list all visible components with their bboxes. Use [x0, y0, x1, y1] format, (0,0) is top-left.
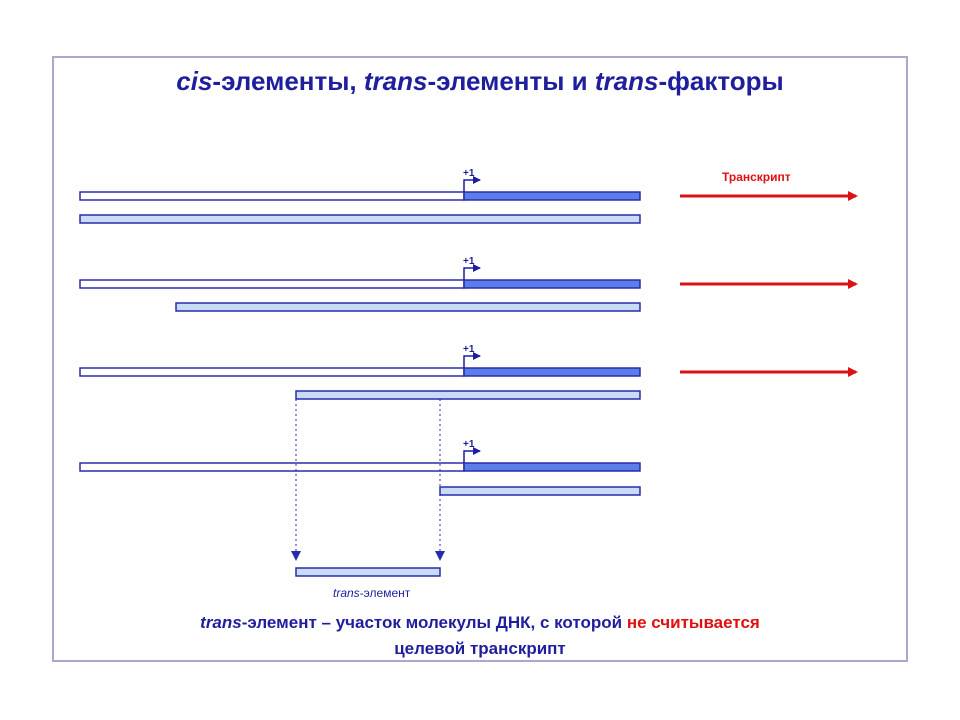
tss-label-1: +1 — [463, 168, 475, 179]
dna-promoter-2 — [80, 280, 464, 288]
title-part2: -элементы, — [212, 66, 364, 96]
row-1 — [80, 168, 856, 223]
tss-label-2: +1 — [463, 256, 475, 267]
dna-coding-4 — [464, 463, 640, 471]
trans-element-label-italic: trans — [333, 586, 360, 600]
trans-element-box — [296, 568, 440, 576]
dna-coding-1 — [464, 192, 640, 200]
row-3 — [80, 344, 856, 399]
title-part4: -элементы и — [427, 66, 595, 96]
tss-label-4: +1 — [463, 439, 475, 450]
transcript-label: Транскрипт — [722, 170, 791, 184]
caption-red-text: не считывается — [626, 613, 760, 632]
tss-label-3: +1 — [463, 344, 475, 355]
caption-line1-rest: -элемент – участок молекулы ДНК, с которой — [241, 613, 627, 632]
tss-arrow-3 — [464, 356, 480, 368]
trans-element-label-rest: -элемент — [359, 586, 411, 600]
tss-arrow-1 — [464, 180, 480, 192]
cis-element-1 — [80, 215, 640, 223]
caption-line-1 — [0, 610, 960, 636]
title-cis: cis — [176, 66, 213, 96]
dna-promoter-3 — [80, 368, 464, 376]
title-trans-1: trans — [363, 66, 428, 96]
row-4 — [80, 439, 640, 495]
title-trans-2: trans — [594, 66, 659, 96]
cis-element-4 — [440, 487, 640, 495]
cis-element-3 — [296, 391, 640, 399]
dna-promoter-1 — [80, 192, 464, 200]
dna-promoter-4 — [80, 463, 464, 471]
trans-element-label — [333, 586, 411, 600]
trans-element-guides — [296, 399, 440, 560]
row-2 — [80, 256, 856, 311]
slide-caption — [0, 610, 960, 662]
cis-element-2 — [176, 303, 640, 311]
caption-line-2: целевой транскрипт — [394, 639, 566, 658]
dna-coding-3 — [464, 368, 640, 376]
tss-arrow-2 — [464, 268, 480, 280]
caption-trans: trans — [200, 613, 242, 632]
tss-arrow-4 — [464, 451, 480, 463]
title-part6: -факторы — [658, 66, 784, 96]
dna-coding-2 — [464, 280, 640, 288]
